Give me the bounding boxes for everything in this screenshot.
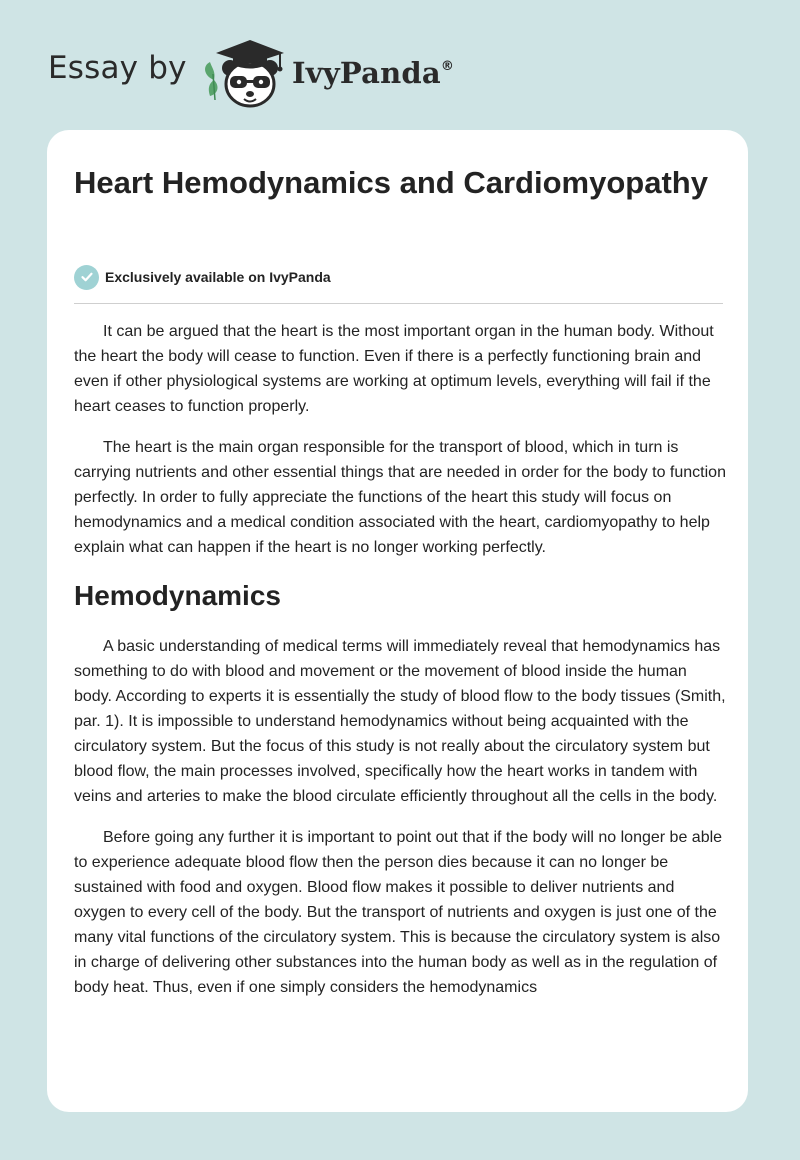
divider: [74, 303, 723, 304]
essay-body: [74, 319, 726, 1016]
paragraph: A basic understanding of medical terms will immediately reveal that hemodynamics has something to do with blood and movement or the movement of blood inside the human body. According to experts it is essentially the study of blood flow to the body tissues (Smith, par. 1). It is impossible to understand hemodynamics without being acquainted with the circulatory system. But the focus of this study is not really about the circulatory system but blood flow, the main processes involved, specifically how the heart works in tandem with veins and arteries to make the blood circulate efficiently throughout all the cells in the body.: [74, 638, 726, 805]
essay-by-label: Essay by: [48, 50, 187, 86]
section-heading: Hemodynamics: [74, 580, 281, 611]
site-header: [48, 34, 648, 114]
check-icon: [74, 265, 99, 290]
paragraph: Before going any further it is important to point out that if the body will no longer be able to experience adequate blood flow then the person dies because it can no longer be sustained with food and oxygen. Blood flow makes it possible to deliver nutrients and oxygen to every cell of the body. But the transport of nutrients and oxygen is just one of the many vital functions of the circulatory system. This is because the circulatory system is also in charge of delivering other substances into the human body as well as in the regulation of body heat. Thus, even if one simply considers the hemodynamics: [74, 829, 723, 996]
essay-title: Heart Hemodynamics and Cardiomyopathy: [74, 165, 708, 200]
paragraph: It can be argued that the heart is the most important organ in the human body. Without the heart the body will cease to function. Even if there is a perfectly functioning brain and even if other physiological systems are working at optimum levels, everything will fail if the heart ceases to function properly.: [74, 323, 714, 415]
paragraph: The heart is the main organ responsible for the transport of blood, which in turn is carrying nutrients and other essential things that are needed in order for the body to function perfectly. In order to fully appreciate the functions of the heart this study will focus on hemodynamics and a medical condition associated with the heart, cardiomyopathy to help explain what can happen if the heart is no longer working perfectly.: [74, 439, 726, 556]
panda-graduate-icon[interactable]: [200, 34, 296, 110]
registered-mark: ®: [440, 59, 455, 75]
exclusive-badge: [74, 264, 331, 290]
brand-text: IvyPanda: [292, 56, 441, 90]
brand-name[interactable]: [292, 56, 454, 90]
exclusive-label: Exclusively available on IvyPanda: [105, 269, 331, 285]
essay-card: [47, 130, 748, 1112]
